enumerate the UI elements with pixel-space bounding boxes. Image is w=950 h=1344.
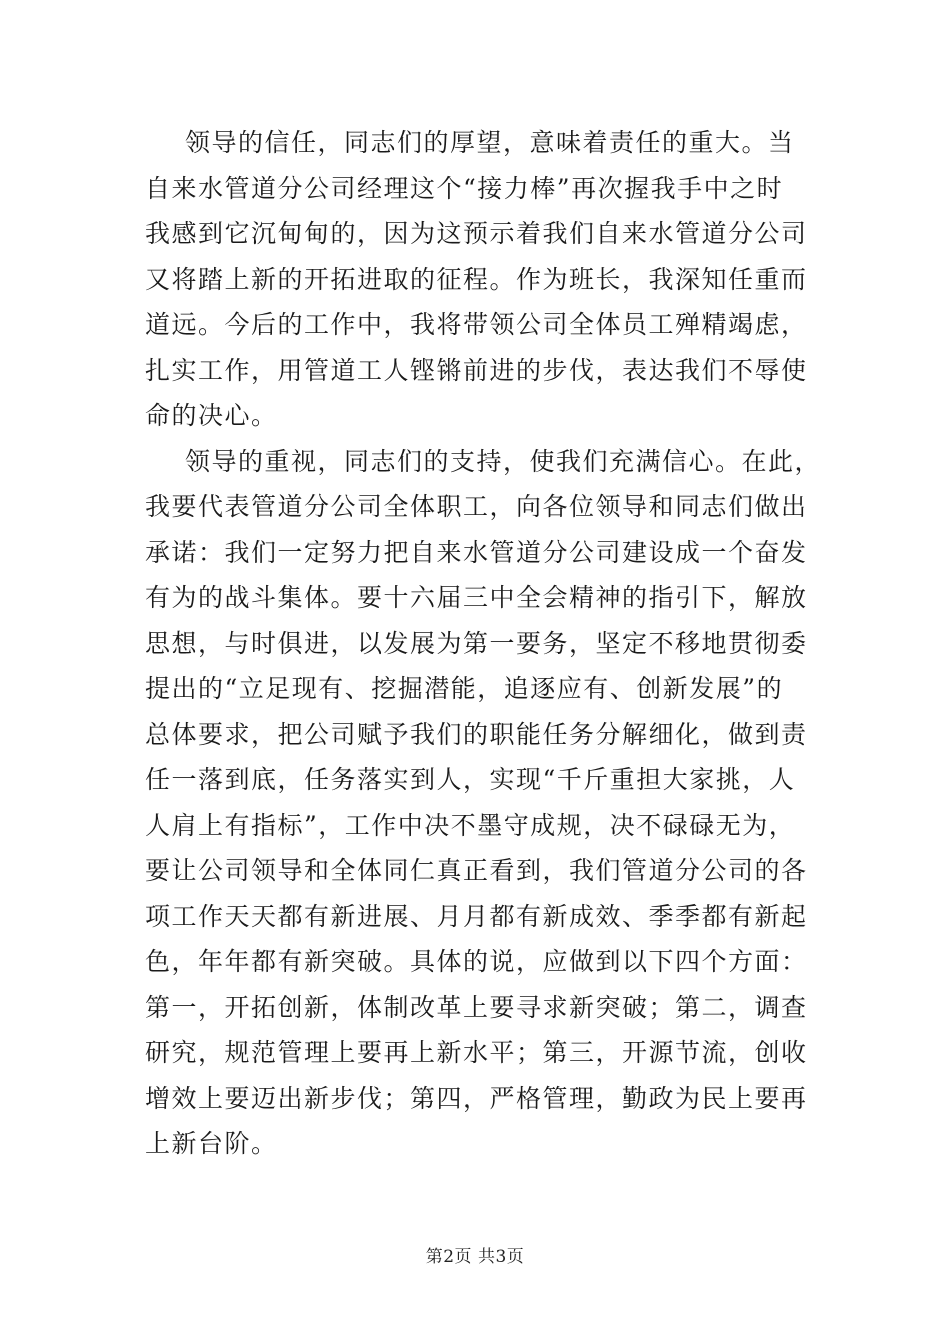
- paragraph-line: 增效上要迈出新步伐；第四，严格管理，勤政为民上要再: [145, 1083, 808, 1113]
- paragraph-line: 提出的“立足现有、挖掘潜能，追逐应有、创新发展”的: [145, 674, 784, 703]
- paragraph-line: 研究，规范管理上要再上新水平；第三，开源节流，创收: [145, 1038, 808, 1067]
- paragraph-line: 第一，开拓创新，体制改革上要寻求新突破；第二，调查: [145, 992, 808, 1022]
- paragraph-line: 上新台阶。: [145, 1129, 278, 1158]
- document-body: [145, 120, 822, 1167]
- paragraph-line: 承诺：我们一定努力把自来水管道分公司建设成一个奋发: [145, 537, 808, 567]
- paragraph-line: 思想，与时俱进，以发展为第一要务，坚定不移地贯彻委: [145, 628, 808, 658]
- paragraph-line: 自来水管道分公司经理这个“接力棒”再次握我手中之时: [145, 173, 784, 203]
- paragraph-line: 任一落到底，任务落实到人，实现“千斤重担大家挑，人: [145, 765, 796, 794]
- paragraph-line: 道远。今后的工作中，我将带领公司全体员工殚精竭虑，: [145, 310, 808, 339]
- page-footer: [0, 1242, 950, 1267]
- paragraph-line: 我要代表管道分公司全体职工，向各位领导和同志们做出: [145, 492, 808, 521]
- paragraph-line: 要让公司领导和全体同仁真正看到，我们管道分公司的各: [145, 856, 808, 885]
- paragraph-1: [145, 120, 810, 439]
- paragraph-line: 领导的信任，同志们的厚望，意味着责任的重大。当: [185, 128, 795, 157]
- paragraph-2: [145, 439, 822, 1167]
- paragraph-line: 命的决心。: [145, 401, 278, 430]
- paragraph-line: 总体要求，把公司赋予我们的职能任务分解细化，做到责: [145, 719, 808, 749]
- paragraph-line: 人肩上有指标”，工作中决不墨守成规，决不碌碌无为，: [145, 810, 796, 840]
- paragraph-line: 项工作天天都有新进展、月月都有新成效、季季都有新起: [145, 901, 808, 931]
- paragraph-line: 我感到它沉甸甸的，因为这预示着我们自来水管道分公司: [145, 219, 808, 248]
- paragraph-line: 扎实工作，用管道工人铿锵前进的步伐，表达我们不辱使: [145, 355, 808, 385]
- paragraph-line: 色，年年都有新突破。具体的说，应做到以下四个方面：: [145, 947, 808, 976]
- paragraph-line: 领导的重视，同志们的支持，使我们充满信心。在此，: [185, 446, 822, 476]
- paragraph-line: 又将踏上新的开拓进取的征程。作为班长，我深知任重而: [145, 264, 808, 294]
- paragraph-line: 有为的战斗集体。要十六届三中全会精神的指引下，解放: [145, 583, 808, 612]
- page-number-label: 第2页 共3页: [425, 1247, 525, 1267]
